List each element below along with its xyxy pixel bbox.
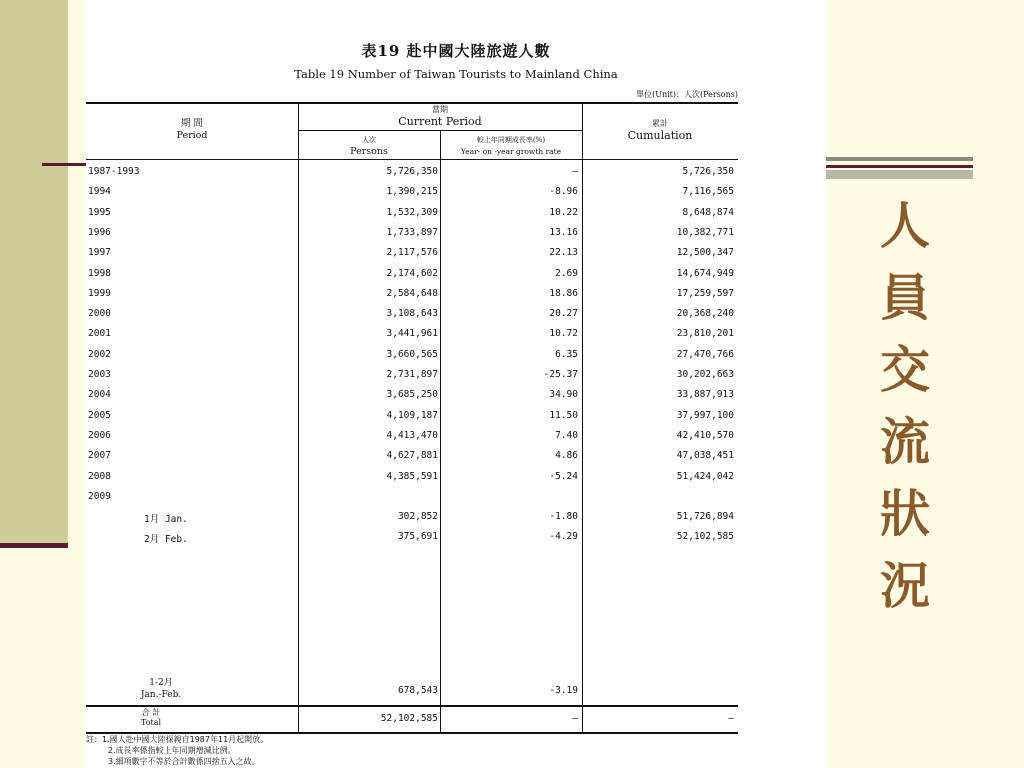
row-period: 1月 Jan. — [144, 514, 188, 526]
row-growth: -5.24 — [549, 470, 578, 482]
row-growth: -4.29 — [549, 531, 578, 543]
row-persons: 375,691 — [397, 531, 438, 543]
title-char: 狀 — [880, 484, 930, 543]
row-period: 2月 Feb. — [144, 534, 188, 546]
left-decor-band — [0, 0, 68, 548]
row-cumulation: 10,382,771 — [676, 226, 734, 238]
row-growth: – — [572, 166, 578, 177]
row-cumulation: 20,368,240 — [676, 308, 734, 320]
table-row — [86, 166, 738, 186]
table-row — [86, 227, 738, 247]
table-row — [86, 389, 738, 409]
row-period: 1998 — [88, 267, 111, 279]
row-growth: 11.50 — [549, 409, 578, 421]
row-cumulation: 51,424,042 — [676, 470, 734, 482]
row-period: 2007 — [88, 450, 111, 462]
table-row — [86, 410, 738, 430]
slide-vertical-title — [870, 190, 940, 622]
subtotal-row: 1-2月 Jan.-Feb. 678,543 -3.19 — [140, 678, 578, 700]
row-persons: 1,532,309 — [386, 206, 438, 218]
header-current-period: 當期 Current Period — [398, 105, 482, 128]
row-period: 1987-1993 — [88, 166, 140, 177]
row-growth: 34.90 — [549, 389, 578, 401]
row-persons: 1,733,897 — [386, 226, 438, 238]
row-persons: 3,660,565 — [386, 348, 438, 360]
header-growth: 較上年同期成長率(%) Year- on -year growth rate — [460, 136, 562, 156]
row-cumulation: 14,674,949 — [676, 267, 734, 279]
table-title-en: Table 19 Number of Taiwan Tourists to Mainland China — [294, 67, 618, 81]
title-char: 人 — [880, 196, 930, 255]
row-growth: 22.13 — [549, 247, 578, 259]
table-row — [86, 531, 738, 551]
note-line: 2.成長率係指較上年同期增減比例。 — [108, 746, 236, 755]
left-decor-line-bottom — [0, 543, 68, 548]
row-period: 2004 — [88, 389, 111, 401]
row-period: 2000 — [88, 308, 111, 320]
row-growth: 13.16 — [549, 226, 578, 238]
row-period: 1994 — [88, 186, 111, 198]
table-row — [86, 186, 738, 206]
table-row — [86, 308, 738, 328]
row-period: 2001 — [88, 328, 111, 340]
table-row — [86, 288, 738, 308]
table-row — [86, 207, 738, 227]
table-row — [86, 369, 738, 389]
row-period: 1999 — [88, 287, 111, 299]
row-growth: 7.40 — [555, 429, 578, 441]
row-growth: 4.86 — [555, 450, 578, 462]
table-row — [86, 491, 738, 511]
unit-label: 單位(Unit)：人次(Persons) — [636, 90, 738, 99]
row-period: 1997 — [88, 247, 111, 259]
row-persons: 4,627,881 — [386, 450, 438, 462]
table-row — [86, 450, 738, 470]
row-persons: 4,413,470 — [386, 429, 438, 441]
row-growth: 6.35 — [555, 348, 578, 360]
row-cumulation: 12,500,347 — [676, 247, 734, 259]
row-cumulation: 5,726,350 — [682, 166, 734, 177]
title-char: 員 — [880, 268, 930, 327]
row-cumulation: 33,887,913 — [676, 389, 734, 401]
right-decor-lines — [826, 157, 973, 179]
table-row — [86, 511, 738, 531]
note-line: 註：1.國人赴中國大陸探親自1987年11月起開放。 — [86, 735, 269, 744]
row-persons: 3,685,250 — [386, 389, 438, 401]
row-persons: 3,441,961 — [386, 328, 438, 340]
row-cumulation: 51,726,894 — [676, 511, 734, 523]
row-persons: 2,174,602 — [386, 267, 438, 279]
title-char: 況 — [880, 556, 930, 615]
row-period: 2006 — [88, 429, 111, 441]
row-period: 2005 — [88, 409, 111, 421]
row-cumulation: 47,038,451 — [676, 450, 734, 462]
table-row — [86, 247, 738, 267]
row-persons: 4,385,591 — [386, 470, 438, 482]
row-growth: 2.69 — [555, 267, 578, 279]
table-row — [86, 430, 738, 450]
row-growth: 20.27 — [549, 308, 578, 320]
row-persons: 2,731,897 — [386, 369, 438, 380]
row-cumulation: 30,202,663 — [676, 369, 734, 380]
row-cumulation: 7,116,565 — [682, 186, 734, 198]
row-growth: -8.96 — [549, 186, 578, 198]
table-title-zh: 表19 赴中國大陸旅遊人數 — [361, 42, 551, 60]
row-growth: 10.22 — [549, 206, 578, 218]
row-persons: 2,117,576 — [386, 247, 438, 259]
row-growth: -1.80 — [549, 511, 578, 523]
row-growth: 10.72 — [549, 328, 578, 340]
row-period: 2009 — [88, 490, 111, 502]
row-period: 2008 — [88, 470, 111, 482]
header-persons: 人次 Persons — [350, 136, 388, 157]
row-growth: 18.86 — [549, 287, 578, 299]
header-bottom-rule — [86, 159, 738, 160]
row-period: 1995 — [88, 206, 111, 218]
row-cumulation: 17,259,597 — [676, 287, 734, 299]
title-char: 交 — [880, 340, 930, 399]
table-row — [86, 471, 738, 491]
row-persons: 2,584,648 — [386, 287, 438, 299]
row-cumulation: 27,470,766 — [676, 348, 734, 360]
title-char: 流 — [880, 412, 930, 471]
row-cumulation: 23,810,201 — [676, 328, 734, 340]
row-persons: 302,852 — [397, 511, 438, 523]
row-persons: 3,108,643 — [386, 308, 438, 320]
row-period: 2002 — [88, 348, 111, 360]
row-cumulation: 8,648,874 — [682, 206, 734, 218]
left-decor-line — [42, 163, 86, 166]
row-cumulation: 37,997,100 — [676, 409, 734, 421]
header-period: 期 間 Period — [176, 118, 208, 141]
row-persons: 4,109,187 — [386, 409, 438, 421]
row-period: 1996 — [88, 226, 111, 238]
table-notes — [86, 734, 268, 767]
total-row: 合 計 Total 52,102,585 – – — [140, 708, 734, 727]
table-row — [86, 268, 738, 288]
table-row — [86, 349, 738, 369]
row-growth: -25.37 — [543, 369, 578, 380]
row-period: 2003 — [88, 369, 111, 380]
total-top-rule — [86, 705, 738, 707]
table-row — [86, 328, 738, 348]
row-persons: 5,726,350 — [386, 166, 438, 177]
row-persons: 1,390,215 — [386, 186, 438, 198]
header-cumulation: 累計 Cumulation — [627, 119, 693, 142]
row-cumulation: 52,102,585 — [676, 531, 734, 543]
row-cumulation: 42,410,570 — [676, 429, 734, 441]
note-line: 3.細項數字不等於合計數係四捨五入之故。 — [108, 757, 260, 766]
